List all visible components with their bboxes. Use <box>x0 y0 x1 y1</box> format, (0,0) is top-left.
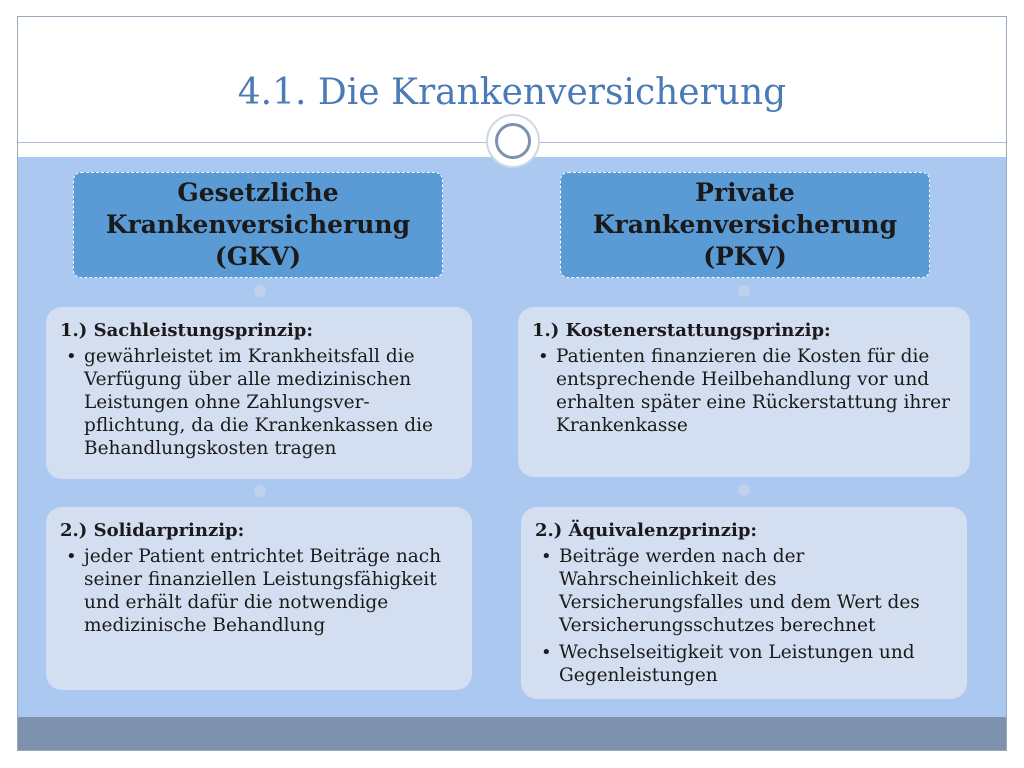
bullet-list <box>535 545 953 687</box>
card-title: 2.) Äquivalenzprinzip: <box>535 520 758 541</box>
bullet-list <box>532 345 956 437</box>
connector-dot <box>254 485 266 497</box>
pkv-card-kostenerstattung <box>518 307 970 477</box>
gkv-card-solidar <box>46 507 472 690</box>
card-title: 1.) Kostenerstattungsprinzip: <box>532 320 831 341</box>
slide-title: 4.1. Die Krankenversicherung <box>237 72 787 113</box>
bullet-item: • jeder Patient entrichtet Beiträge nach seiner finanziellen Leistungsfähigkeit und erhält dafür die notwendige medizinische Behandlung <box>60 545 458 637</box>
pkv-heading-line-3: (PKV) <box>703 242 787 271</box>
gkv-heading-line-1: Gesetzliche <box>177 178 339 207</box>
card-title: 2.) Solidarprinzip: <box>60 520 245 541</box>
gkv-card-sachleistung <box>46 307 472 479</box>
slide <box>17 16 1007 751</box>
bullet-item: • gewährleistet im Krankheitsfall die Verfügung über alle medizinischen Leistungen ohne Zahlungsver-pflichtung, da die Krankenkassen die Behandlungskosten tragen <box>60 345 458 460</box>
bullet-item: • Wechselseitigkeit von Leistungen und Gegenleistungen <box>535 641 953 687</box>
connector-dot <box>738 285 750 297</box>
connector-dot <box>738 484 750 496</box>
bullet-item: • Beiträge werden nach der Wahrscheinlichkeit des Versicherungsfalles und dem Wert des Versicherungsschutzes berechnet <box>535 545 953 637</box>
bullet-list <box>60 345 458 460</box>
gkv-heading-line-3: (GKV) <box>214 242 302 271</box>
bullet-list <box>60 545 458 637</box>
pkv-card-aequivalenz <box>521 507 967 699</box>
card-title: 1.) Sachleistungsprinzip: <box>60 320 314 341</box>
footer-bar <box>18 717 1006 751</box>
bullet-item: • Patienten finanzieren die Kosten für die entsprechende Heilbehandlung vor und erhalten später eine Rückerstattung ihrer Krankenkasse <box>532 345 956 437</box>
pkv-heading-box <box>560 172 930 278</box>
circle-ornament-icon <box>486 114 540 168</box>
pkv-heading-line-1: Private <box>695 178 795 207</box>
ring-icon <box>495 123 531 159</box>
pkv-heading-line-2: Krankenversicherung <box>592 210 898 239</box>
gkv-heading-line-2: Krankenversicherung <box>105 210 411 239</box>
connector-dot <box>254 285 266 297</box>
gkv-heading-box <box>73 172 443 278</box>
